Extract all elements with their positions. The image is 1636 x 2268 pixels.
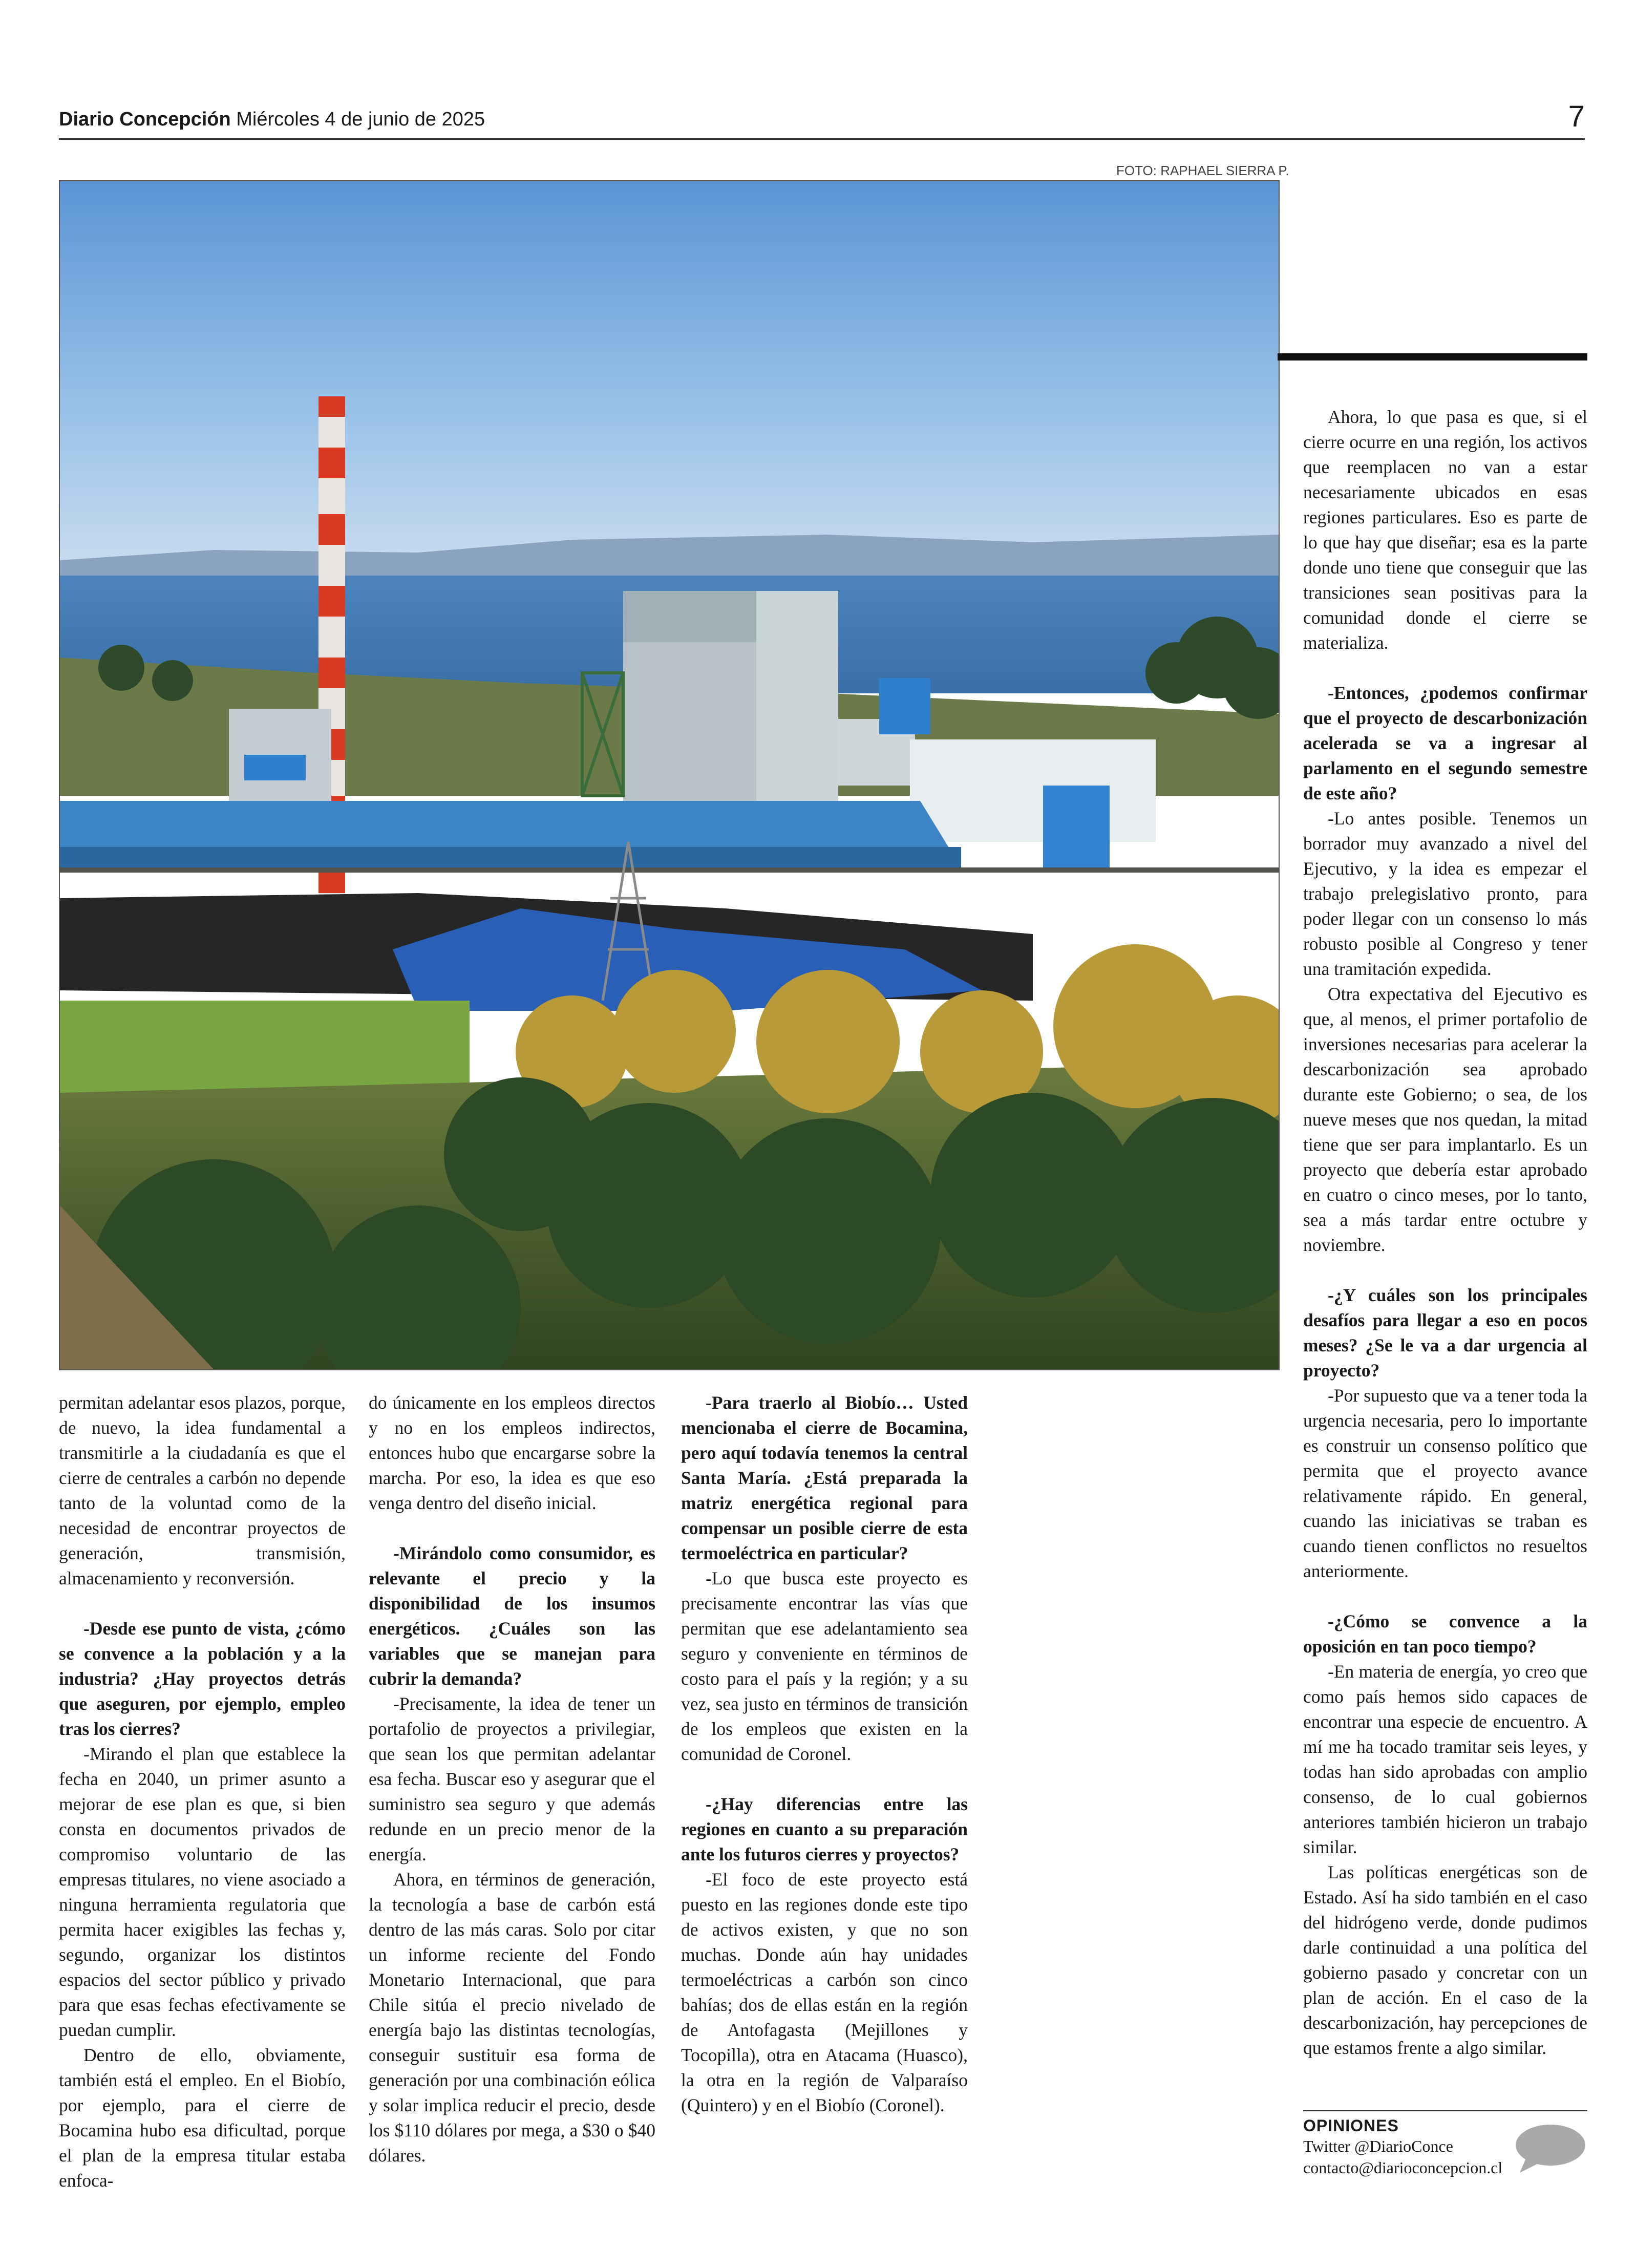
paragraph-spacer xyxy=(369,1516,655,1541)
paragraph-spacer xyxy=(1303,1258,1587,1283)
interview-answer: do únicamente en los empleos directos y no en los empleos indirectos, entonces hubo que encargarse sobre la marcha. Por eso, la idea es que eso venga dentro del diseño inicial. xyxy=(369,1392,655,1513)
opinions-twitter: Twitter @DiarioConce xyxy=(1303,2137,1453,2155)
publication-date: Miércoles 4 de junio de 2025 xyxy=(236,109,485,130)
interview-answer: Ahora, en términos de generación, la tecnología a base de carbón está dentro de las más caras. Solo por citar un informe reciente del Fondo Monetario Internacional, que para Chile sitúa el precio nivelado de energía bajo las distintas tecnologías, conseguir sustituir esa forma de generación por una combinación eólica y solar implica reducir el precio, desde los $110 dólares por mega, a $30 o $40 dólares. xyxy=(369,1869,655,2166)
page-number: 7 xyxy=(1568,100,1585,133)
interview-answer: -Mirando el plan que establece la fecha en 2040, un primer asunto a mejorar de ese plan es que, si bien consta en documentos privados de compromiso voluntario de las empresas titulares, no viene asociado a ninguna herramienta regulatoria que permita hacer exigibles las fechas y, segundo, organizar los distintos espacios del sector público y privado para que esas fechas efectivamente se puedan cumplir. xyxy=(59,1744,346,2040)
interview-answer: Las políticas energéticas son de Estado. Así ha sido también en el caso del hidrógeno verde, donde pudimos darle continuidad a una política del gobierno pasado y concretar con un plan de acción. En el caso de la descarbonización, hay percepciones de que estamos frente a algo similar. xyxy=(1303,1862,1587,2058)
page-header xyxy=(59,102,1585,140)
column-rule-bar xyxy=(1278,353,1587,361)
publication-name: Diario Concepción xyxy=(59,109,231,130)
interview-question: -Mirándolo como consumidor, es relevante el precio y la disponibilidad de los insumos energéticos. ¿Cuáles son las variables que se manejan para cubrir la demanda? xyxy=(369,1543,655,1689)
interview-question: -Desde ese punto de vista, ¿cómo se convence a la población y a la industria? ¿Hay proyectos detrás que aseguren, por ejemplo, empleo tras los cierres? xyxy=(59,1618,346,1739)
interview-question: -¿Hay diferencias entre las regiones en cuanto a su preparación ante los futuros cierres y proyectos? xyxy=(681,1794,968,1864)
interview-answer: Otra expectativa del Ejecutivo es que, al menos, el primer portafolio de inversiones necesarias para acelerar la descarbonización sea aprobado durante este Gobierno; o sea, de los nueve meses que nos quedan, la mitad tiene que ser para implantarlo. Es un proyecto que debería estar aprobado en cuatro o cinco meses, por lo tanto, sea a más tardar entre octubre y noviembre. xyxy=(1303,984,1587,1255)
interview-question: -¿Y cuáles son los principales desafíos para llegar a eso en pocos meses? ¿Se le va a dar urgencia al proyecto? xyxy=(1303,1285,1587,1381)
interview-answer: -Lo que busca este proyecto es precisamente encontrar las vías que permitan que ese adelantamiento sea seguro y conveniente en términos de costo para el país y la región; y a su vez, sea justo en términos de transición de los empleos que existen en la comunidad de Coronel. xyxy=(681,1568,968,1764)
interview-question: -¿Cómo se convence a la oposición en tan poco tiempo? xyxy=(1303,1611,1587,1657)
article-column-3 xyxy=(681,1390,968,2118)
interview-answer: Dentro de ello, obviamente, también está el empleo. En el Biobío, por ejemplo, para el cierre de Bocamina hubo esa dificultad, porque el plan de la empresa titular estaba enfoca- xyxy=(59,2045,346,2191)
opinions-email: contacto@diarioconcepcion.cl xyxy=(1303,2158,1503,2177)
opinions-title: OPINIONES xyxy=(1303,2116,1399,2135)
interview-answer: -En materia de energía, yo creo que como país hemos sido capaces de encontrar una especie de encuentro. A mí me ha tocado tramitar seis leyes, y todas han sido aprobadas con amplio consenso, de lo cual gobiernos anteriores también hicieron un trabajo similar. xyxy=(1303,1661,1587,1857)
interview-answer: Ahora, lo que pasa es que, si el cierre ocurre en una región, los activos que reemplacen no van a estar necesariamente ubicados en esas regiones particulares. Eso es parte de lo que hay que diseñar; esa es la parte donde uno tiene que conseguir que las transiciones sean positivas para la comunidad donde el cierre se materializa. xyxy=(1303,407,1587,653)
interview-answer: -Precisamente, la idea de tener un portafolio de proyectos a privilegiar, que sean los que permitan adelantar esa fecha. Buscar eso y asegurar que el suministro sea seguro y que además redunde en un precio menor de la energía. xyxy=(369,1693,655,1864)
publication-line xyxy=(59,109,485,131)
article-column-2 xyxy=(369,1390,655,2168)
interview-answer: -Por supuesto que va a tener toda la urgencia necesaria, pero lo importante es construir un consenso político que permita que el proyecto avance relativamente rápido. En general, cuando las iniciativas se traban es cuando tienen conflictos no resueltos anteriormente. xyxy=(1303,1385,1587,1581)
paragraph-spacer xyxy=(1303,655,1587,681)
paragraph-spacer xyxy=(59,1591,346,1616)
power-plant-photo xyxy=(59,180,1280,1370)
article-column-4 xyxy=(1303,405,1587,2061)
paragraph-spacer xyxy=(1303,1584,1587,1609)
paragraph-spacer xyxy=(681,1767,968,1792)
interview-question: -Entonces, ¿podemos confirmar que el proyecto de descarbonización acelerada se va a ingresar al parlamento en el segundo semestre de este año? xyxy=(1303,683,1587,803)
interview-answer: -Lo antes posible. Tenemos un borrador muy avanzado a nivel del Ejecutivo, y la idea es empezar el trabajo prelegislativo pronto, para poder llegar con un consenso lo más robusto posible al Congreso y tener una tramitación expedida. xyxy=(1303,808,1587,979)
speech-bubble-icon xyxy=(1511,2123,1587,2174)
interview-answer: -El foco de este proyecto está puesto en las regiones donde este tipo de activos existen, y que no son muchas. Donde aún hay unidades termoeléctricas a carbón son cinco bahías; dos de ellas están en la región de Antofagasta (Mejillones y Tocopilla), otra en Atacama (Huasco), la otra en la región de Valparaíso (Quintero) y en el Biobío (Coronel). xyxy=(681,1869,968,2115)
interview-question: -Para traerlo al Biobío… Usted mencionaba el cierre de Bocamina, pero aquí todavía tenemos la central Santa María. ¿Está preparada la matriz energética regional para compensar un posible cierre de esta termoeléctrica en particular? xyxy=(681,1392,968,1563)
interview-answer: permitan adelantar esos plazos, porque, de nuevo, la idea fundamental a transmitirle a la ciudadanía es que el cierre de centrales a carbón no depende tanto de la voluntad como de la necesidad de encontrar proyectos de generación, transmisión, almacenamiento y reconversión. xyxy=(59,1392,346,1588)
opinions-box xyxy=(1303,2110,1587,2183)
photo-credit: FOTO: RAPHAEL SIERRA P. xyxy=(1116,163,1289,178)
article-column-1 xyxy=(59,1390,346,2193)
